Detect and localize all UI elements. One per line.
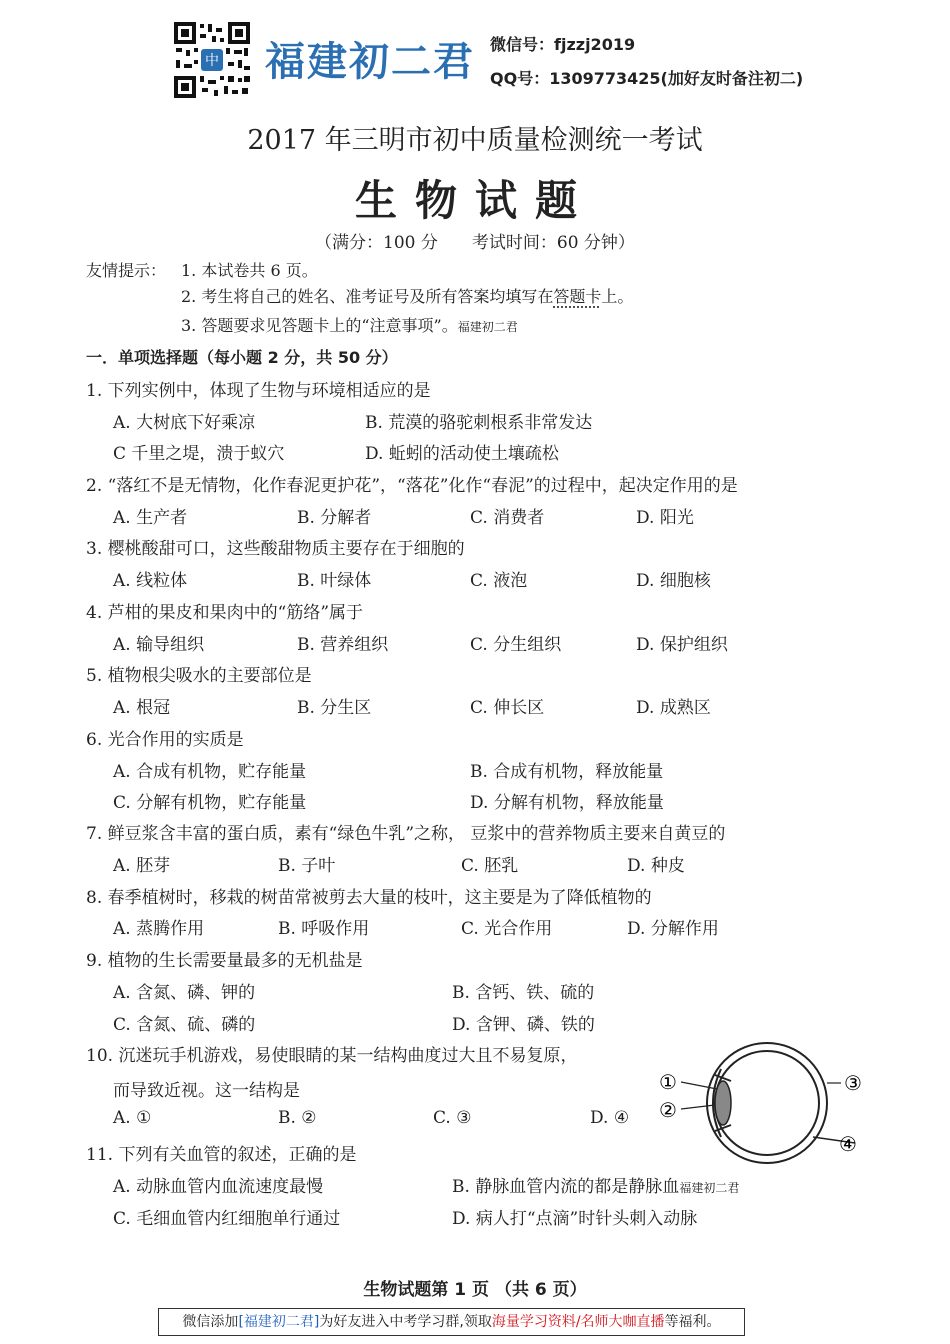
wechat-id: 微信号：fjzzj2019 — [490, 35, 636, 54]
brand-logo-text: 福建初二君 — [265, 39, 475, 85]
q7-option-b: B. 子叶 — [278, 856, 336, 876]
q11-option-d: D. 病人打“点滴”时针头刺入动脉 — [452, 1209, 698, 1229]
promo-highlight: 海量学习资料/名师大咖直播 — [491, 1314, 665, 1330]
q1-option-d: D. 蚯蚓的活动使土壤疏松 — [365, 444, 559, 464]
leader-line-2 — [681, 1105, 715, 1109]
q3-option-c: C. 液泡 — [470, 571, 528, 591]
q4-option-b: B. 营养组织 — [297, 635, 389, 655]
eye-label-4: ④ — [839, 1132, 857, 1156]
q5-option-c: C. 伸长区 — [470, 698, 545, 718]
q1-option-c: C 千里之堤，溃于蚁穴 — [113, 444, 285, 464]
q2-option-c: C. 消费者 — [470, 508, 545, 528]
question-2-stem: 2. “落红不是无情物，化作春泥更护花”，“落花”化作“春泥”的过程中，起决定作用的是 — [86, 476, 738, 496]
q7-option-a: A. 胚芽 — [113, 856, 171, 876]
q10-option-c: C. ③ — [433, 1108, 472, 1128]
q3-option-a: A. 线粒体 — [113, 571, 188, 591]
leader-line-1 — [681, 1082, 717, 1089]
eye-structure-diagram — [655, 1035, 865, 1165]
qq-id: QQ号：1309773425(加好友时备注初二) — [490, 69, 804, 88]
question-3-stem: 3. 樱桃酸甜可口，这些酸甜物质主要存在于细胞的 — [86, 539, 465, 559]
q6-option-b: B. 合成有机物，释放能量 — [470, 762, 664, 782]
subject-title: 生物试题 — [354, 176, 595, 225]
q3-option-d: D. 细胞核 — [636, 571, 711, 591]
answer-card-emphasis: 答题卡 — [553, 287, 602, 306]
q3-option-b: B. 叶绿体 — [297, 571, 372, 591]
q9-option-b: B. 含钙、铁、硫的 — [452, 983, 595, 1003]
q5-option-b: B. 分生区 — [297, 698, 372, 718]
question-10-stem-cont: 而导致近视。这一结构是 — [113, 1081, 300, 1101]
exam-meta: （满分：100 分 考试时间：60 分钟） — [315, 233, 635, 253]
q8-option-d: D. 分解作用 — [627, 919, 719, 939]
q9-option-d: D. 含钾、磷、铁的 — [452, 1015, 595, 1035]
q6-option-d: D. 分解有机物，释放能量 — [470, 793, 664, 813]
tips-label: 友情提示： — [86, 261, 167, 280]
q10-option-a: A. ① — [113, 1108, 152, 1128]
q7-option-d: D. 种皮 — [627, 856, 685, 876]
eye-label-1: ① — [659, 1070, 677, 1094]
eye-label-2: ② — [659, 1098, 677, 1122]
q4-option-a: A. 输导组织 — [113, 635, 205, 655]
section-heading: 一．单项选择题（每小题 2 分，共 50 分） — [86, 348, 398, 367]
q5-option-d: D. 成熟区 — [636, 698, 711, 718]
tip-3: 3. 答题要求见答题卡上的“注意事项”。福建初二君 — [181, 316, 518, 335]
q9-option-a: A. 含氮、磷、钾的 — [113, 983, 256, 1003]
tip-1: 1. 本试卷共 6 页。 — [181, 261, 318, 280]
eye-label-3: ③ — [844, 1071, 862, 1095]
q8-option-a: A. 蒸腾作用 — [113, 919, 205, 939]
q5-option-a: A. 根冠 — [113, 698, 171, 718]
q7-option-c: C. 胚乳 — [461, 856, 519, 876]
q2-option-d: D. 阳光 — [636, 508, 694, 528]
question-10-stem: 10. 沉迷玩手机游戏，易使眼睛的某一结构曲度过大且不易复原， — [86, 1046, 578, 1066]
q10-option-d: D. ④ — [590, 1108, 630, 1128]
tip-2: 2. 考生将自己的姓名、准考证号及所有答案均填写在答题卡上。 — [181, 287, 634, 306]
question-8-stem: 8. 春季植树时，移栽的树苗常被剪去大量的枝叶，这主要是为了降低植物的 — [86, 888, 652, 908]
q10-option-b: B. ② — [278, 1108, 317, 1128]
q1-option-a: A. 大树底下好乘凉 — [113, 413, 256, 433]
q6-option-c: C. 分解有机物，贮存能量 — [113, 793, 307, 813]
qr-center-label: 中 — [205, 53, 219, 69]
qr-code-icon — [172, 20, 252, 100]
question-6-stem: 6. 光合作用的实质是 — [86, 730, 244, 750]
question-7-stem: 7. 鲜豆浆含丰富的蛋白质，素有“绿色牛乳”之称， 豆浆中的营养物质主要来自黄豆的 — [86, 824, 726, 844]
q2-option-a: A. 生产者 — [113, 508, 188, 528]
q4-option-d: D. 保护组织 — [636, 635, 728, 655]
question-5-stem: 5. 植物根尖吸水的主要部位是 — [86, 666, 312, 686]
q2-option-b: B. 分解者 — [297, 508, 372, 528]
promo-banner: 微信添加[福建初二君]为好友进入中考学习群,领取海量学习资料/名师大咖直播等福利。 — [158, 1308, 745, 1336]
page-footer: 生物试题第 1 页 （共 6 页） — [363, 1280, 587, 1300]
question-1-stem: 1. 下列实例中，体现了生物与环境相适应的是 — [86, 381, 431, 401]
q8-option-c: C. 光合作用 — [461, 919, 553, 939]
q9-option-c: C. 含氮、硫、磷的 — [113, 1015, 256, 1035]
promo-link-account[interactable]: [福建初二君] — [238, 1314, 320, 1330]
eye-lens — [715, 1081, 731, 1125]
exam-title: 2017 年三明市初中质量检测统一考试 — [247, 125, 703, 156]
q11-option-a: A. 动脉血管内血流速度最慢 — [113, 1177, 324, 1197]
q1-option-b: B. 荒漠的骆驼刺根系非常发达 — [365, 413, 593, 433]
q8-option-b: B. 呼吸作用 — [278, 919, 370, 939]
q11-option-b: B. 静脉血管内流的都是静脉血福建初二君 — [452, 1177, 740, 1197]
question-11-stem: 11. 下列有关血管的叙述，正确的是 — [86, 1145, 357, 1165]
q4-option-c: C. 分生组织 — [470, 635, 562, 655]
q6-option-a: A. 合成有机物，贮存能量 — [113, 762, 307, 782]
watermark-text: 福建初二君 — [679, 1181, 740, 1195]
watermark-text: 福建初二君 — [457, 320, 518, 334]
q11-option-c: C. 毛细血管内红细胞单行通过 — [113, 1209, 341, 1229]
question-4-stem: 4. 芦柑的果皮和果肉中的“筋络”属于 — [86, 603, 364, 623]
question-9-stem: 9. 植物的生长需要量最多的无机盐是 — [86, 951, 363, 971]
